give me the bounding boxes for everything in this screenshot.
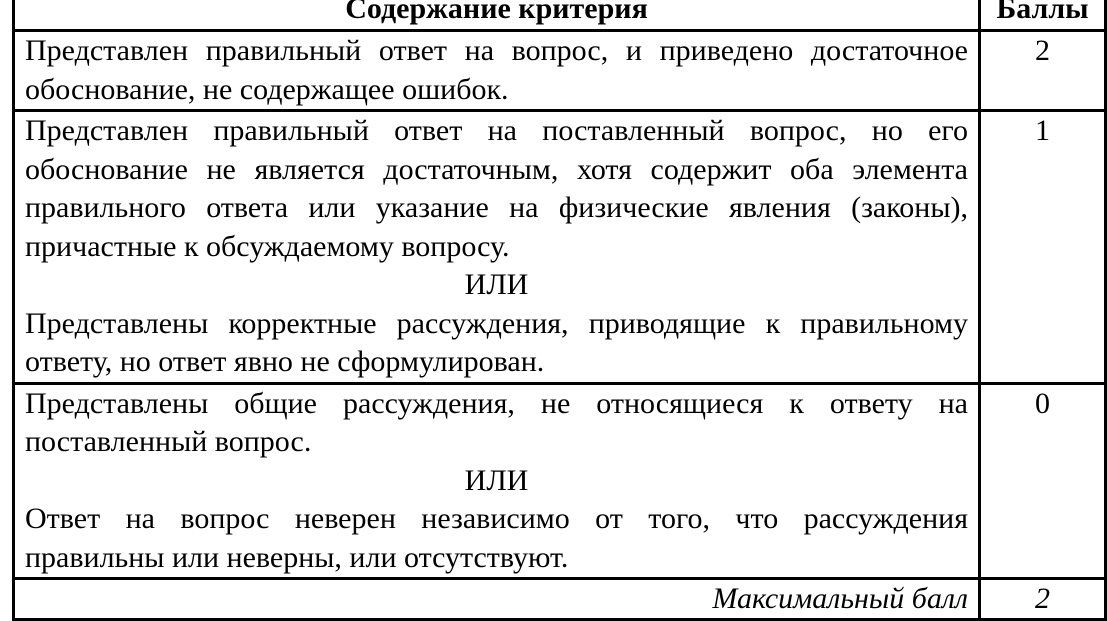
max-score-value: 2 <box>980 579 1106 620</box>
or-separator: ИЛИ <box>464 268 529 301</box>
score-cell: 2 <box>980 31 1106 111</box>
table-row <box>14 383 1106 579</box>
criterion-description <box>14 31 980 111</box>
criterion-text: Ответ на вопрос неверен независимо от того, что рассуждения правильны или неверны, или отсутствуют. <box>25 502 968 574</box>
header-criterion: Содержание критерия <box>14 0 980 31</box>
criterion-text: Представлен правильный ответ на поставленный вопрос, но его обоснование не является достаточным, хотя содержит оба элемента правильного ответа или указание на физические явления (законы), причастные к обсуждаемому вопросу. <box>25 114 968 263</box>
criteria-table <box>12 0 1107 621</box>
criterion-text: Представлены корректные рассуждения, приводящие к правильному ответу, но ответ явно не сформулирован. <box>25 306 968 378</box>
or-separator: ИЛИ <box>464 463 529 497</box>
max-score-row <box>14 579 1106 620</box>
criterion-text: Представлены общие рассуждения, не относящиеся к ответу на поставленный вопрос. <box>25 386 968 458</box>
header-row <box>14 0 1106 31</box>
score-cell: 0 <box>980 383 1106 579</box>
table-row <box>14 111 1106 384</box>
table-row <box>14 31 1106 111</box>
criterion-text: Представлен правильный ответ на вопрос, и приведено достаточное обоснование, не содержащее ошибок. <box>25 34 968 106</box>
criterion-description <box>14 111 980 384</box>
header-points: Баллы <box>980 0 1106 31</box>
criterion-description <box>14 383 980 579</box>
score-cell: 1 <box>980 111 1106 384</box>
max-score-label: Максимальный балл <box>14 579 980 620</box>
